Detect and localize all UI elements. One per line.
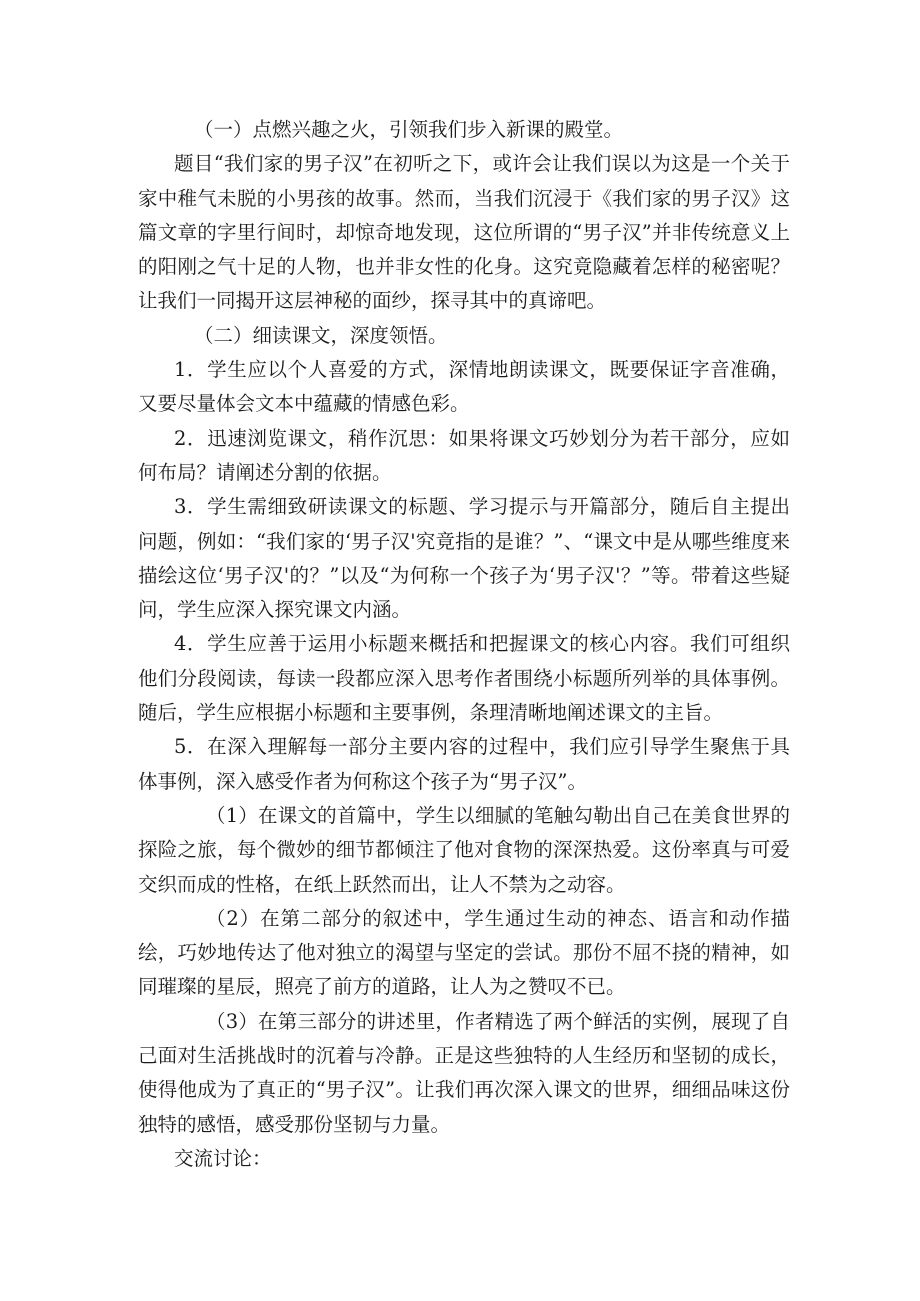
list-item-3: 3．学生需细致研读课文的标题、学习提示与开篇部分，随后自主提出问题，例如：“我们家的‘男子汉'究竟指的是谁？”、“课文中是从哪些维度来描绘这位‘男子汉'的？”以及“为何称一个孩子为‘男子汉'？”等。带着这些疑问，学生应深入探究课文内涵。	[138, 495, 790, 622]
sub-item-2: （2）在第二部分的叙述中，学生通过生动的神态、语言和动作描绘，巧妙地传达了他对独立的渴望与坚定的尝试。那份不屈不挠的精神，如同璀璨的星辰，照亮了前方的道路，让人为之赞叹不已。	[138, 906, 790, 999]
discussion-label: 交流讨论：	[174, 1146, 272, 1170]
document-page	[138, 113, 790, 1176]
intro-paragraph: 题目“我们家的男子汉”在初听之下，或许会让我们误以为这是一个关于家中稚气未脱的小男孩的故事。然而，当我们沉浸于《我们家的男子汉》这篇文章的字里行间时，却惊奇地发现，这位所谓的“男子汉”并非传统意义上的阳刚之气十足的人物，也并非女性的化身。这究竟隐藏着怎样的秘密呢？让我们一同揭开这层神秘的面纱，探寻其中的真谛吧。	[138, 152, 790, 313]
list-item-1: 1．学生应以个人喜爱的方式，深情地朗读课文，既要保证字音准确，又要尽量体会文本中蕴藏的情感色彩。	[138, 358, 790, 416]
sub-item-1: （1）在课文的首篇中，学生以细腻的笔触勾勒出自己在美食世界的探险之旅，每个微妙的细节都倾注了他对食物的深深热爱。这份率真与可爱交织而成的性格，在纸上跃然而出，让人不禁为之动容。	[138, 803, 790, 896]
list-item-4: 4．学生应善于运用小标题来概括和把握课文的核心内容。我们可组织他们分段阅读，每读一段都应深入思考作者围绕小标题所列举的具体事例。随后，学生应根据小标题和主要事例，条理清晰地阐述课文的主旨。	[138, 632, 790, 725]
section-2-heading: （二）细读课文，深度领悟。	[194, 323, 448, 347]
sub-item-3: （3）在第三部分的讲述里，作者精选了两个鲜活的实例，展现了自己面对生活挑战时的沉着与冷静。正是这些独特的人生经历和坚韧的成长，使得他成为了真正的“男子汉”。让我们再次深入课文的世界，细细品味这份独特的感悟，感受那份坚韧与力量。	[138, 1009, 790, 1136]
section-1-heading: （一）点燃兴趣之火，引领我们步入新课的殿堂。	[194, 118, 624, 141]
list-item-5: 5．在深入理解每一部分主要内容的过程中，我们应引导学生聚焦于具体事例，深入感受作者为何称这个孩子为“男子汉”。	[138, 735, 790, 793]
list-item-2: 2．迅速浏览课文，稍作沉思：如果将课文巧妙划分为若干部分，应如何布局？请阐述分割的依据。	[138, 426, 790, 484]
